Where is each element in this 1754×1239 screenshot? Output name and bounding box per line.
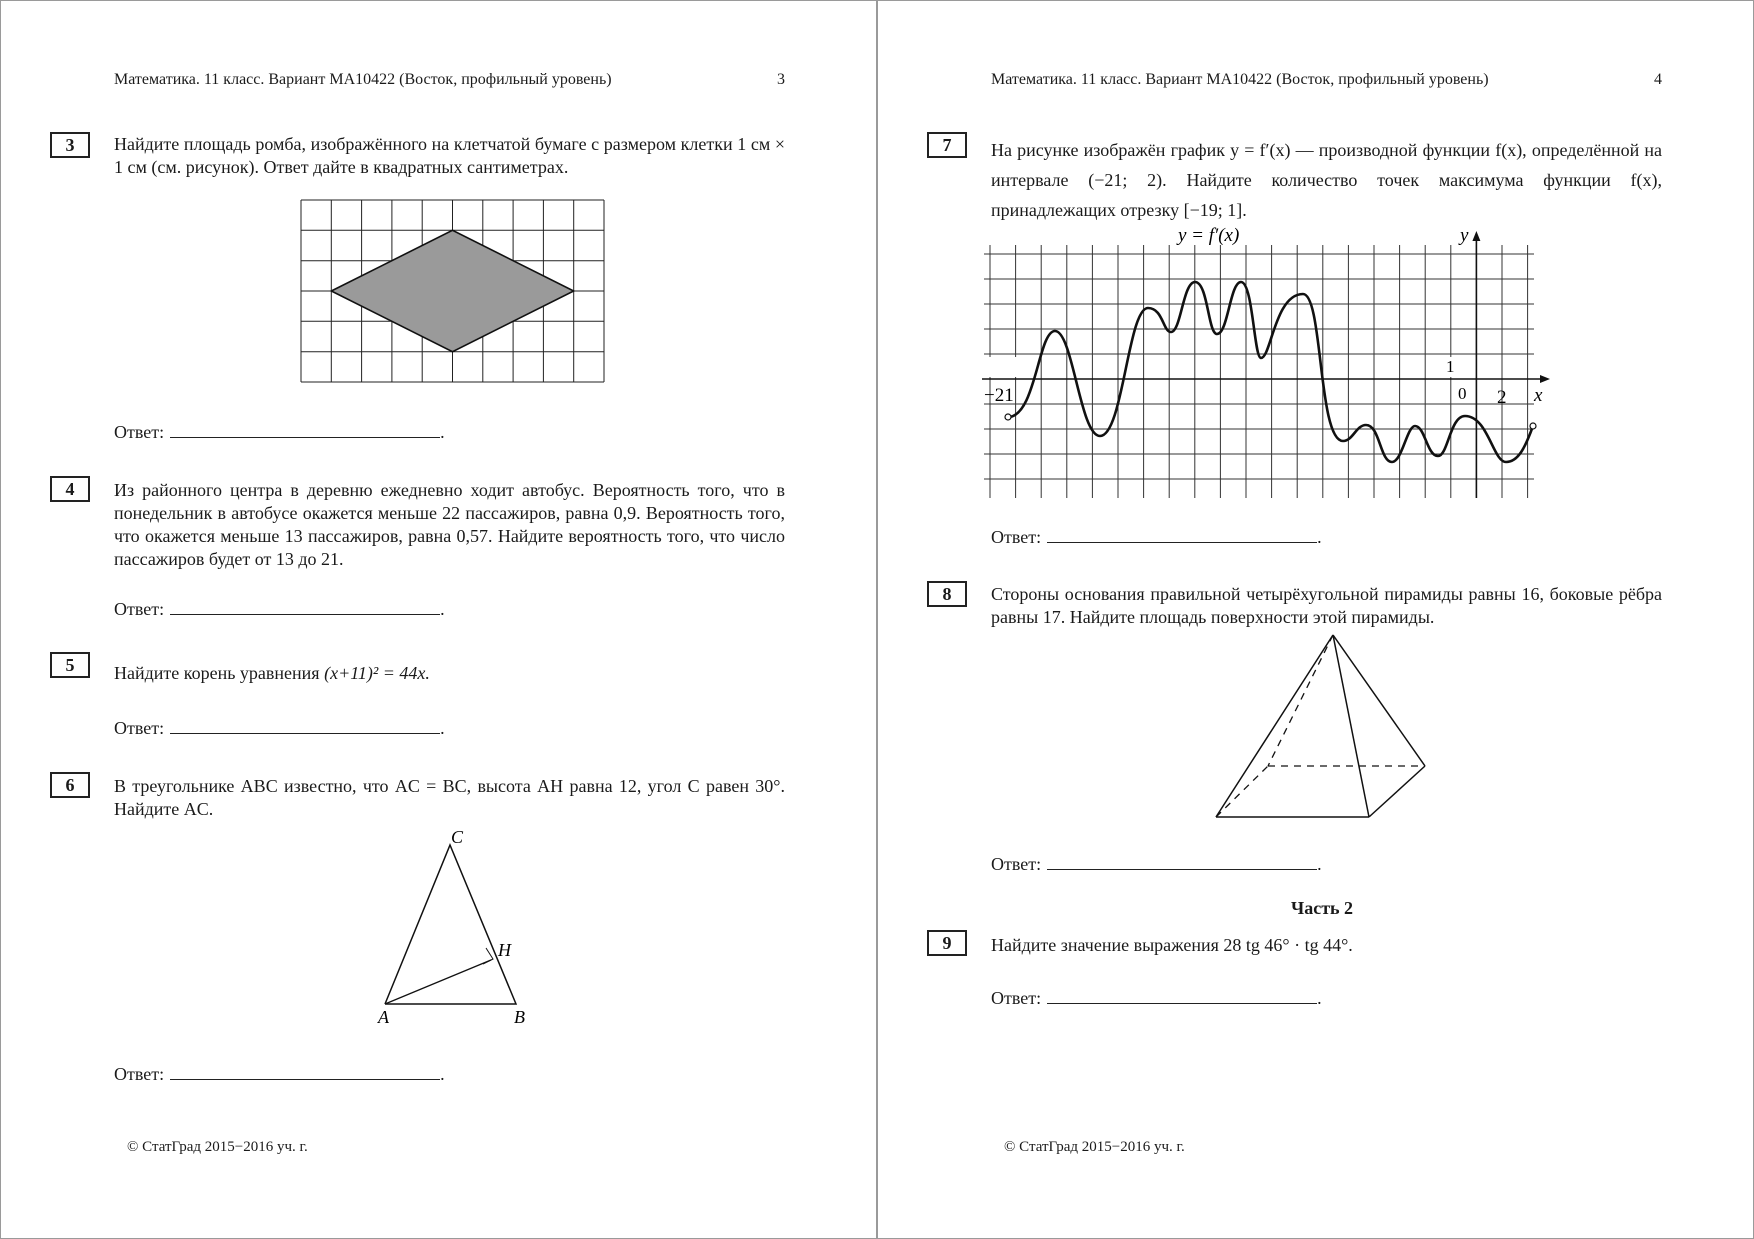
page-number: 3 bbox=[777, 71, 785, 88]
task-number-box: 6 bbox=[50, 772, 90, 798]
page-header: Математика. 11 класс. Вариант МА10422 (Восток, профильный уровень) bbox=[114, 71, 612, 88]
vertex-h-label: H bbox=[498, 940, 511, 960]
vertex-c-label: C bbox=[451, 827, 464, 847]
tick-label-one: 1 bbox=[1446, 357, 1455, 376]
task-number-box: 5 bbox=[50, 652, 90, 678]
vertex-b-label: B bbox=[514, 1007, 525, 1025]
task-text: В треугольнике ABC известно, что AC = BC, высота AH равна 12, угол C равен 30°. Найдите AC. bbox=[114, 776, 785, 819]
task-text: На рисунке изображён график y = f′(x) — производной функции f(x), определённой на интервале (−21; 2). Найдите количество точек максимума функции f(x), принадлежащих отрезку [−19; 1]. bbox=[991, 140, 1662, 220]
footer: © СтатГрад 2015−2016 уч. г. bbox=[127, 1139, 308, 1155]
task-text: Найдите площадь ромба, изображённого на клетчатой бумаге с размером клетки 1 см × 1 см (см. рисунок). Ответ дайте в квадратных сантиметрах. bbox=[114, 134, 785, 177]
footer: © СтатГрад 2015−2016 уч. г. bbox=[1004, 1139, 1185, 1155]
answer-label: Ответ: bbox=[991, 854, 1042, 874]
origin-label: 0 bbox=[1458, 384, 1467, 403]
answer-label: Ответ: bbox=[991, 988, 1042, 1008]
answer-field[interactable]: Ответ: . bbox=[114, 1064, 445, 1084]
function-label: y = f′(x) bbox=[1178, 225, 1240, 246]
page-right bbox=[877, 0, 1754, 1239]
vertex-a-label: A bbox=[378, 1007, 389, 1025]
answer-label: Ответ: bbox=[114, 1064, 165, 1084]
pyramid-figure bbox=[1206, 626, 1436, 822]
answer-field[interactable]: Ответ: . bbox=[991, 527, 1322, 547]
y-axis-label: y bbox=[1460, 225, 1469, 246]
page-number: 4 bbox=[1654, 71, 1662, 88]
answer-label: Ответ: bbox=[991, 527, 1042, 547]
equation: (x+11)² = 44x. bbox=[324, 663, 430, 683]
task-number-box: 7 bbox=[927, 132, 967, 158]
open-endpoint-left bbox=[1005, 414, 1011, 420]
rhombus-shape bbox=[331, 230, 573, 351]
answer-field[interactable]: Ответ: . bbox=[114, 718, 445, 738]
answer-label: Ответ: bbox=[114, 422, 165, 442]
tick-label-two: 2 bbox=[1497, 387, 1507, 408]
answer-field[interactable]: Ответ: . bbox=[114, 422, 445, 442]
task-number-box: 4 bbox=[50, 476, 90, 502]
task-text: Стороны основания правильной четырёхугольной пирамиды равны 16, боковые рёбра равны 17. Найдите площадь поверхности этой пирамиды. bbox=[991, 584, 1662, 627]
open-endpoint-right bbox=[1530, 423, 1536, 429]
task-text: Из районного центра в деревню ежедневно ходит автобус. Вероятность того, что в понедельник в автобусе окажется меньше 22 пассажиров, равна 0,9. Вероятность того, что окажется меньше 13 пассажиров, равна 0,57. Найдите вероятность того, что число пассажиров будет от 13 до 21. bbox=[114, 480, 785, 569]
answer-field[interactable]: Ответ: . bbox=[991, 854, 1322, 874]
tick-label-minus21: −21 bbox=[984, 385, 1014, 406]
derivative-graph bbox=[978, 223, 1558, 503]
x-axis-label: x bbox=[1534, 385, 1543, 406]
triangle-figure bbox=[371, 825, 541, 1025]
section-heading: Часть 2 bbox=[1291, 898, 1354, 918]
answer-field[interactable]: Ответ: . bbox=[114, 599, 445, 619]
task-number-box: 8 bbox=[927, 581, 967, 607]
task-text: Найдите значение выражения 28 tg 46° · tg 44°. bbox=[991, 935, 1353, 955]
answer-label: Ответ: bbox=[114, 718, 165, 738]
task-number-box: 3 bbox=[50, 132, 90, 158]
task-text: Найдите корень уравнения (x+11)² = 44x. bbox=[114, 663, 430, 683]
answer-field[interactable]: Ответ: . bbox=[991, 988, 1322, 1008]
rhombus-figure bbox=[296, 197, 610, 387]
task-number-box: 9 bbox=[927, 930, 967, 956]
page-header: Математика. 11 класс. Вариант МА10422 (Восток, профильный уровень) bbox=[991, 71, 1489, 88]
answer-label: Ответ: bbox=[114, 599, 165, 619]
